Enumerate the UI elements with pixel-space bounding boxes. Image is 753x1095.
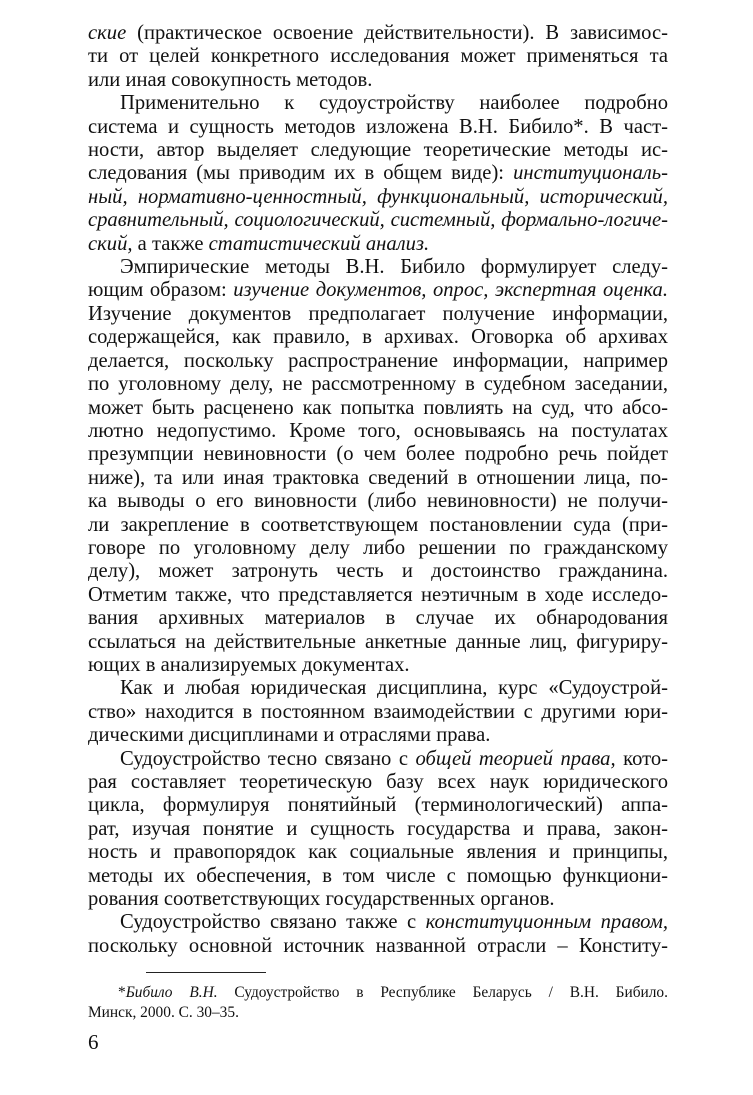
- text-line: [88, 677, 668, 700]
- page-number: 6: [88, 1030, 99, 1054]
- text-run: а также: [132, 232, 209, 255]
- text-run: рования соответствующих государственных органов.: [88, 888, 555, 911]
- text-line: [88, 701, 668, 724]
- text-line: [88, 209, 668, 232]
- main-text: [88, 22, 668, 958]
- text-line: [88, 748, 668, 771]
- text-run: по уголовному делу, не рассмотренному в судебном заседании,: [88, 373, 668, 396]
- text-run: дическими дисциплинами и отраслями права.: [88, 724, 491, 747]
- text-run: вания архивных материалов в случае их обнародования: [88, 607, 668, 630]
- text-run: ство» находится в постоянном взаимодействии с другими юри-: [88, 700, 668, 723]
- text-run: Отметим также, что представляется неэтичным в ходе исследо-: [88, 583, 668, 606]
- text-line: [88, 443, 668, 466]
- text-run: делается, поскольку распространение информации, например: [88, 349, 668, 372]
- text-run: ниже), та или иная трактовка сведений в отношении лица, по-: [88, 466, 668, 489]
- text-run: Судоустройство связано также с: [120, 911, 426, 934]
- text-line: [88, 794, 668, 817]
- text-line: [88, 490, 668, 513]
- text-run: ка выводы о его виновности (либо невиновности) не получи-: [88, 490, 668, 513]
- italic-text: статистический анализ.: [208, 232, 430, 255]
- text-run: Применительно к судоустройству наиболее подробно: [120, 92, 668, 115]
- text-run: Судоустройство тесно связано с: [120, 747, 416, 770]
- italic-text: сравнительный, социологический, системный, формально-логиче-: [88, 209, 668, 232]
- text-run: рат, изучая понятие и сущность государства и права, закон-: [88, 817, 668, 840]
- footnote-separator: [146, 972, 266, 973]
- text-run: поскольку основной источник названной отрасли – Конститу-: [88, 934, 668, 957]
- italic-text: изучение документов, опрос, экспертная оценка.: [233, 279, 668, 302]
- text-line: [88, 467, 668, 490]
- italic-text: общей теорией права,: [415, 747, 616, 770]
- text-line: [88, 607, 668, 630]
- text-line: [88, 326, 668, 349]
- text-line: [88, 865, 668, 888]
- text-run: Изучение документов предполагает получение информации,: [88, 302, 668, 325]
- italic-text: конституционным правом,: [425, 911, 668, 934]
- text-line: [88, 935, 668, 958]
- text-line: [88, 162, 668, 185]
- text-line: [88, 256, 668, 279]
- text-line: [88, 45, 668, 68]
- text-run: Минск, 2000. С. 30–35.: [88, 1004, 239, 1022]
- text-line: [88, 631, 668, 654]
- text-line: [88, 1003, 668, 1023]
- footnote: [88, 983, 668, 1023]
- text-run: говоре по уголовному делу либо решении по гражданскому: [88, 536, 668, 559]
- footnote-text: [88, 983, 668, 1023]
- text-line: [88, 514, 668, 537]
- text-run: может быть расценено как попытка повлиять на суд, что абсо-: [88, 396, 668, 419]
- italic-text: ский,: [88, 232, 133, 255]
- text-line: [88, 69, 668, 92]
- text-line: [88, 841, 668, 864]
- paragraph: [88, 677, 668, 747]
- paragraph: [88, 22, 668, 92]
- text-line: [88, 560, 668, 583]
- text-run: или иная совокупность методов.: [88, 68, 373, 91]
- italic-text: Бибило В.Н.: [125, 984, 218, 1002]
- text-run: презумпции невиновности (о чем более подробно речь пойдет: [88, 443, 668, 466]
- paragraph: [88, 256, 668, 677]
- text-run: (практическое освоение действительности). В зависимос-: [126, 22, 668, 44]
- text-line: [88, 303, 668, 326]
- text-run: следования (мы приводим их в общем виде):: [88, 162, 514, 185]
- italic-text: институциональ-: [513, 162, 668, 185]
- italic-text: ный, нормативно-ценностный, функциональный, исторический,: [88, 185, 668, 208]
- italic-text: ские: [88, 22, 127, 44]
- text-run: ющих в анализируемых документах.: [88, 653, 410, 676]
- text-run: рая составляет теоретическую базу всех наук юридического: [88, 771, 668, 793]
- text-run: *: [118, 984, 126, 1002]
- text-line: [88, 22, 668, 45]
- text-run: кото-: [615, 747, 668, 770]
- text-line: [88, 186, 668, 209]
- text-line: [88, 139, 668, 162]
- text-line: [88, 397, 668, 420]
- text-line: [88, 911, 668, 934]
- text-line: [88, 654, 668, 677]
- text-line: [88, 983, 668, 1003]
- text-run: методы их обеспечения, в том числе с помощью функциони-: [88, 864, 668, 887]
- paragraph: [88, 911, 668, 958]
- page-body: [88, 22, 668, 1023]
- text-line: [88, 537, 668, 560]
- paragraph: [88, 748, 668, 912]
- text-run: ли закрепление в соответствующем постановлении суда (при-: [88, 513, 668, 536]
- text-run: ссылаться на действительные анкетные данные лиц, фигуриру-: [88, 630, 668, 653]
- text-run: Как и любая юридическая дисциплина, курс «Судоустрой-: [120, 677, 668, 700]
- text-line: [88, 818, 668, 841]
- text-run: лютно недопустимо. Кроме того, основываясь на постулатах: [88, 419, 668, 442]
- text-line: [88, 584, 668, 607]
- text-line: [88, 888, 668, 911]
- text-line: [88, 279, 668, 302]
- text-run: ющим образом:: [88, 279, 234, 302]
- text-run: система и сущность методов изложена В.Н. Бибило*. В част-: [88, 115, 668, 138]
- text-line: [88, 233, 668, 256]
- text-run: делу), может затронуть честь и достоинство гражданина.: [88, 560, 668, 583]
- text-line: [88, 350, 668, 373]
- text-run: цикла, формулируя понятийный (терминологический) аппа-: [88, 794, 668, 817]
- text-run: Судоустройство в Республике Беларусь / В.Н. Бибило.: [217, 984, 668, 1002]
- text-run: содержащейся, как правило, в архивах. Оговорка об архивах: [88, 326, 668, 349]
- text-line: [88, 116, 668, 139]
- paragraph: [88, 92, 668, 256]
- text-run: ность и правопорядок как социальные явления и принципы,: [88, 841, 668, 864]
- text-line: [88, 771, 668, 794]
- text-run: ти от целей конкретного исследования может применяться та: [88, 45, 668, 68]
- text-line: [88, 92, 668, 115]
- text-line: [88, 373, 668, 396]
- text-run: ности, автор выделяет следующие теоретические методы ис-: [88, 139, 668, 162]
- text-line: [88, 420, 668, 443]
- text-run: Эмпирические методы В.Н. Бибило формулирует следу-: [120, 256, 668, 279]
- text-line: [88, 724, 668, 747]
